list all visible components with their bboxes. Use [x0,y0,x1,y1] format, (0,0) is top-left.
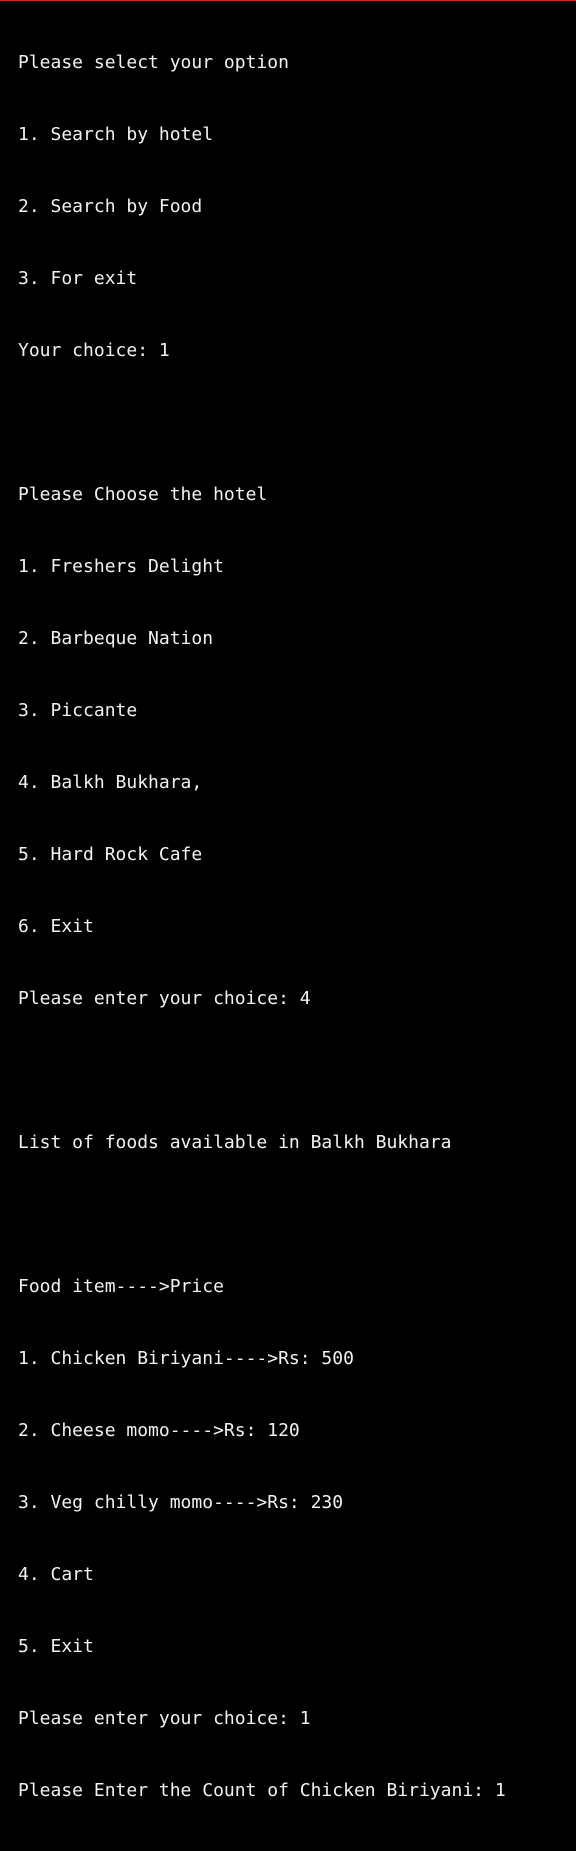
food-list-heading: List of foods available in Balkh Bukhara [18,1132,452,1153]
count-prompt-line: Please Enter the Count of Chicken Biriyani: 1 [18,1780,506,1801]
food-item-line: 3. Veg chilly momo---->Rs: 230 [18,1492,344,1513]
food-option-line: 5. Exit [18,1636,94,1657]
user-choice-line: Your choice: 1 [18,340,170,361]
menu-prompt-line: Please select your option [18,52,289,73]
blank-line [18,1203,506,1227]
hotel-option-line: 2. Barbeque Nation [18,628,214,649]
hotel-prompt-line: Please Choose the hotel [18,484,268,505]
food-item-line: 2. Cheese momo---->Rs: 120 [18,1420,300,1441]
hotel-option-line: 5. Hard Rock Cafe [18,844,203,865]
user-choice-line: Please enter your choice: 4 [18,988,311,1009]
blank-line [18,411,506,435]
food-table-header: Food item---->Price [18,1276,224,1297]
hotel-option-line: 6. Exit [18,916,94,937]
food-option-line: 4. Cart [18,1564,94,1585]
user-choice-line: Please enter your choice: 1 [18,1708,311,1729]
food-item-line: 1. Chicken Biriyani---->Rs: 500 [18,1348,354,1369]
menu-option-line: 3. For exit [18,268,138,289]
blank-line [18,1059,506,1083]
hotel-option-line: 1. Freshers Delight [18,556,224,577]
menu-option-line: 1. Search by hotel [18,124,214,145]
console-output [18,3,506,1851]
menu-option-line: 2. Search by Food [18,196,203,217]
hotel-option-line: 4. Balkh Bukhara, [18,772,203,793]
hotel-option-line: 3. Piccante [18,700,138,721]
